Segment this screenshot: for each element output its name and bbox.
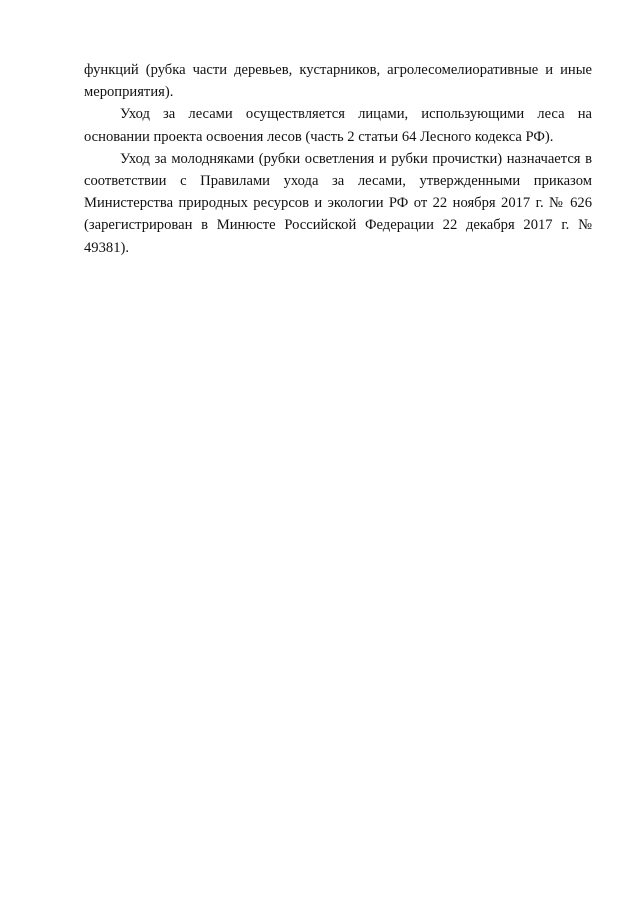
document-body (84, 59, 592, 259)
paragraph-young-stand-care: Уход за молодняками (рубки осветления и рубки прочистки) назначается в соответствии с Правилами ухода за лесами, утвержденными приказом Министерства природных ресурсов и экологии РФ от 22 ноября 2017 г. № 626 (зарегистрирован в Минюсте Российской Федерации 22 декабря 2017 г. № 49381). (84, 150, 592, 256)
paragraph-continuation: функций (рубка части деревьев, кустарников, агролесомелиоративные и иные мероприятия). (84, 62, 592, 101)
paragraph-forest-care-persons: Уход за лесами осуществляется лицами, использующими леса на основании проекта освоения лесов (часть 2 статьи 64 Лесного кодекса РФ). (84, 106, 592, 145)
